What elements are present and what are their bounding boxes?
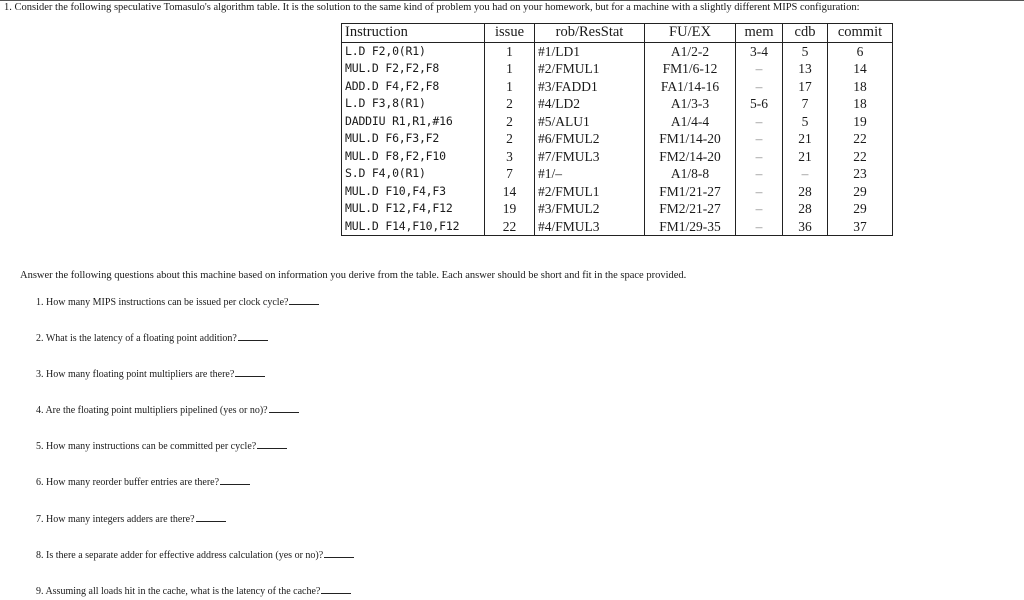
header-issue: issue: [485, 24, 535, 43]
table-row: [342, 200, 893, 218]
issue-cell: 1: [485, 60, 535, 78]
table-row: [342, 113, 893, 131]
header-cdb: cdb: [783, 24, 828, 43]
question-text: 8. Is there a separate adder for effective address calculation (yes or no)?: [36, 550, 324, 561]
fu-cell: FM1/21-27: [645, 183, 736, 201]
rob-cell: #5/ALU1: [535, 113, 645, 131]
mem-cell: –: [736, 60, 783, 78]
problem-intro: 1. Consider the following speculative Tomasulo's algorithm table. It is the solution to the same kind of problem you had on your homework, but for a machine with a slightly different MIPS configuration:: [4, 2, 860, 13]
question-6: [36, 476, 250, 488]
fu-cell: A1/4-4: [645, 113, 736, 131]
answer-blank[interactable]: [196, 513, 226, 522]
question-9: [36, 585, 351, 597]
table-row: [342, 183, 893, 201]
instruction-cell: L.D F3,8(R1): [342, 95, 485, 113]
mem-cell: –: [736, 148, 783, 166]
commit-cell: 18: [828, 95, 893, 113]
mem-cell: –: [736, 183, 783, 201]
instruction-cell: MUL.D F8,F2,F10: [342, 148, 485, 166]
issue-cell: 14: [485, 183, 535, 201]
instruction-cell: S.D F4,0(R1): [342, 165, 485, 183]
table-row: [342, 60, 893, 78]
issue-cell: 2: [485, 113, 535, 131]
commit-cell: 29: [828, 200, 893, 218]
question-1: [36, 296, 319, 308]
answer-blank[interactable]: [324, 549, 354, 558]
question-4: [36, 404, 299, 416]
answer-blank[interactable]: [220, 476, 250, 485]
header-fu-ex: FU/EX: [645, 24, 736, 43]
answer-blank[interactable]: [238, 332, 268, 341]
fu-cell: FM2/21-27: [645, 200, 736, 218]
cdb-cell: 28: [783, 200, 828, 218]
rob-cell: #4/FMUL3: [535, 218, 645, 236]
question-text: 1. How many MIPS instructions can be issued per clock cycle?: [36, 297, 289, 308]
issue-cell: 2: [485, 130, 535, 148]
header-commit: commit: [828, 24, 893, 43]
issue-cell: 19: [485, 200, 535, 218]
mem-cell: –: [736, 200, 783, 218]
instruction-cell: ADD.D F4,F2,F8: [342, 78, 485, 96]
issue-cell: 1: [485, 42, 535, 60]
header-mem: mem: [736, 24, 783, 43]
table-header-row: [342, 24, 893, 43]
instruction-cell: MUL.D F6,F3,F2: [342, 130, 485, 148]
commit-cell: 14: [828, 60, 893, 78]
answer-blank[interactable]: [321, 585, 351, 594]
fu-cell: FA1/14-16: [645, 78, 736, 96]
table-row: [342, 130, 893, 148]
cdb-cell: 21: [783, 148, 828, 166]
table-row: [342, 165, 893, 183]
question-text: 3. How many floating point multipliers are there?: [36, 369, 235, 380]
instruction-cell: MUL.D F14,F10,F12: [342, 218, 485, 236]
issue-cell: 3: [485, 148, 535, 166]
fu-cell: FM1/6-12: [645, 60, 736, 78]
commit-cell: 29: [828, 183, 893, 201]
mem-cell: –: [736, 78, 783, 96]
issue-cell: 7: [485, 165, 535, 183]
fu-cell: FM1/29-35: [645, 218, 736, 236]
question-text: 6. How many reorder buffer entries are there?: [36, 477, 220, 488]
cdb-cell: 21: [783, 130, 828, 148]
fu-cell: A1/2-2: [645, 42, 736, 60]
cdb-cell: 5: [783, 113, 828, 131]
instruction-cell: L.D F2,0(R1): [342, 42, 485, 60]
rob-cell: #1/–: [535, 165, 645, 183]
instruction-cell: MUL.D F2,F2,F8: [342, 60, 485, 78]
mem-cell: –: [736, 113, 783, 131]
fu-cell: FM2/14-20: [645, 148, 736, 166]
cdb-cell: 36: [783, 218, 828, 236]
question-2: [36, 332, 268, 344]
question-8: [36, 549, 354, 561]
commit-cell: 37: [828, 218, 893, 236]
table-row: [342, 78, 893, 96]
question-text: 7. How many integers adders are there?: [36, 514, 195, 525]
instruction-cell: DADDIU R1,R1,#16: [342, 113, 485, 131]
mem-cell: –: [736, 218, 783, 236]
answer-blank[interactable]: [257, 440, 287, 449]
rob-cell: #6/FMUL2: [535, 130, 645, 148]
mem-cell: –: [736, 130, 783, 148]
fu-cell: A1/3-3: [645, 95, 736, 113]
rob-cell: #2/FMUL1: [535, 183, 645, 201]
tomasulo-table: [341, 23, 893, 236]
rob-cell: #3/FMUL2: [535, 200, 645, 218]
instruction-cell: MUL.D F12,F4,F12: [342, 200, 485, 218]
answer-instructions: Answer the following questions about this machine based on information you derive from the table. Each answer should be short and fit in the space provided.: [20, 270, 687, 281]
issue-cell: 22: [485, 218, 535, 236]
table-row: [342, 95, 893, 113]
issue-cell: 1: [485, 78, 535, 96]
question-5: [36, 440, 287, 452]
commit-cell: 22: [828, 148, 893, 166]
rob-cell: #2/FMUL1: [535, 60, 645, 78]
table-row: [342, 148, 893, 166]
answer-blank[interactable]: [235, 368, 265, 377]
question-text: 2. What is the latency of a floating point addition?: [36, 333, 237, 344]
fu-cell: FM1/14-20: [645, 130, 736, 148]
cdb-cell: –: [783, 165, 828, 183]
commit-cell: 19: [828, 113, 893, 131]
cdb-cell: 7: [783, 95, 828, 113]
question-text: 9. Assuming all loads hit in the cache, what is the latency of the cache?: [36, 586, 321, 597]
header-rob-resstat: rob/ResStat: [535, 24, 645, 43]
question-7: [36, 513, 226, 525]
question-3: [36, 368, 265, 380]
table-row: [342, 42, 893, 60]
cdb-cell: 17: [783, 78, 828, 96]
rob-cell: #7/FMUL3: [535, 148, 645, 166]
header-instruction: Instruction: [342, 24, 485, 43]
question-text: 4. Are the floating point multipliers pipelined (yes or no)?: [36, 405, 268, 416]
question-text: 5. How many instructions can be committed per cycle?: [36, 441, 257, 452]
mem-cell: 3-4: [736, 42, 783, 60]
answer-blank[interactable]: [289, 296, 319, 305]
cdb-cell: 13: [783, 60, 828, 78]
answer-blank[interactable]: [269, 404, 299, 413]
mem-cell: 5-6: [736, 95, 783, 113]
rob-cell: #1/LD1: [535, 42, 645, 60]
rob-cell: #3/FADD1: [535, 78, 645, 96]
fu-cell: A1/8-8: [645, 165, 736, 183]
issue-cell: 2: [485, 95, 535, 113]
table-row: [342, 218, 893, 236]
rob-cell: #4/LD2: [535, 95, 645, 113]
mem-cell: –: [736, 165, 783, 183]
cdb-cell: 28: [783, 183, 828, 201]
commit-cell: 18: [828, 78, 893, 96]
instruction-cell: MUL.D F10,F4,F3: [342, 183, 485, 201]
commit-cell: 22: [828, 130, 893, 148]
commit-cell: 23: [828, 165, 893, 183]
cdb-cell: 5: [783, 42, 828, 60]
commit-cell: 6: [828, 42, 893, 60]
